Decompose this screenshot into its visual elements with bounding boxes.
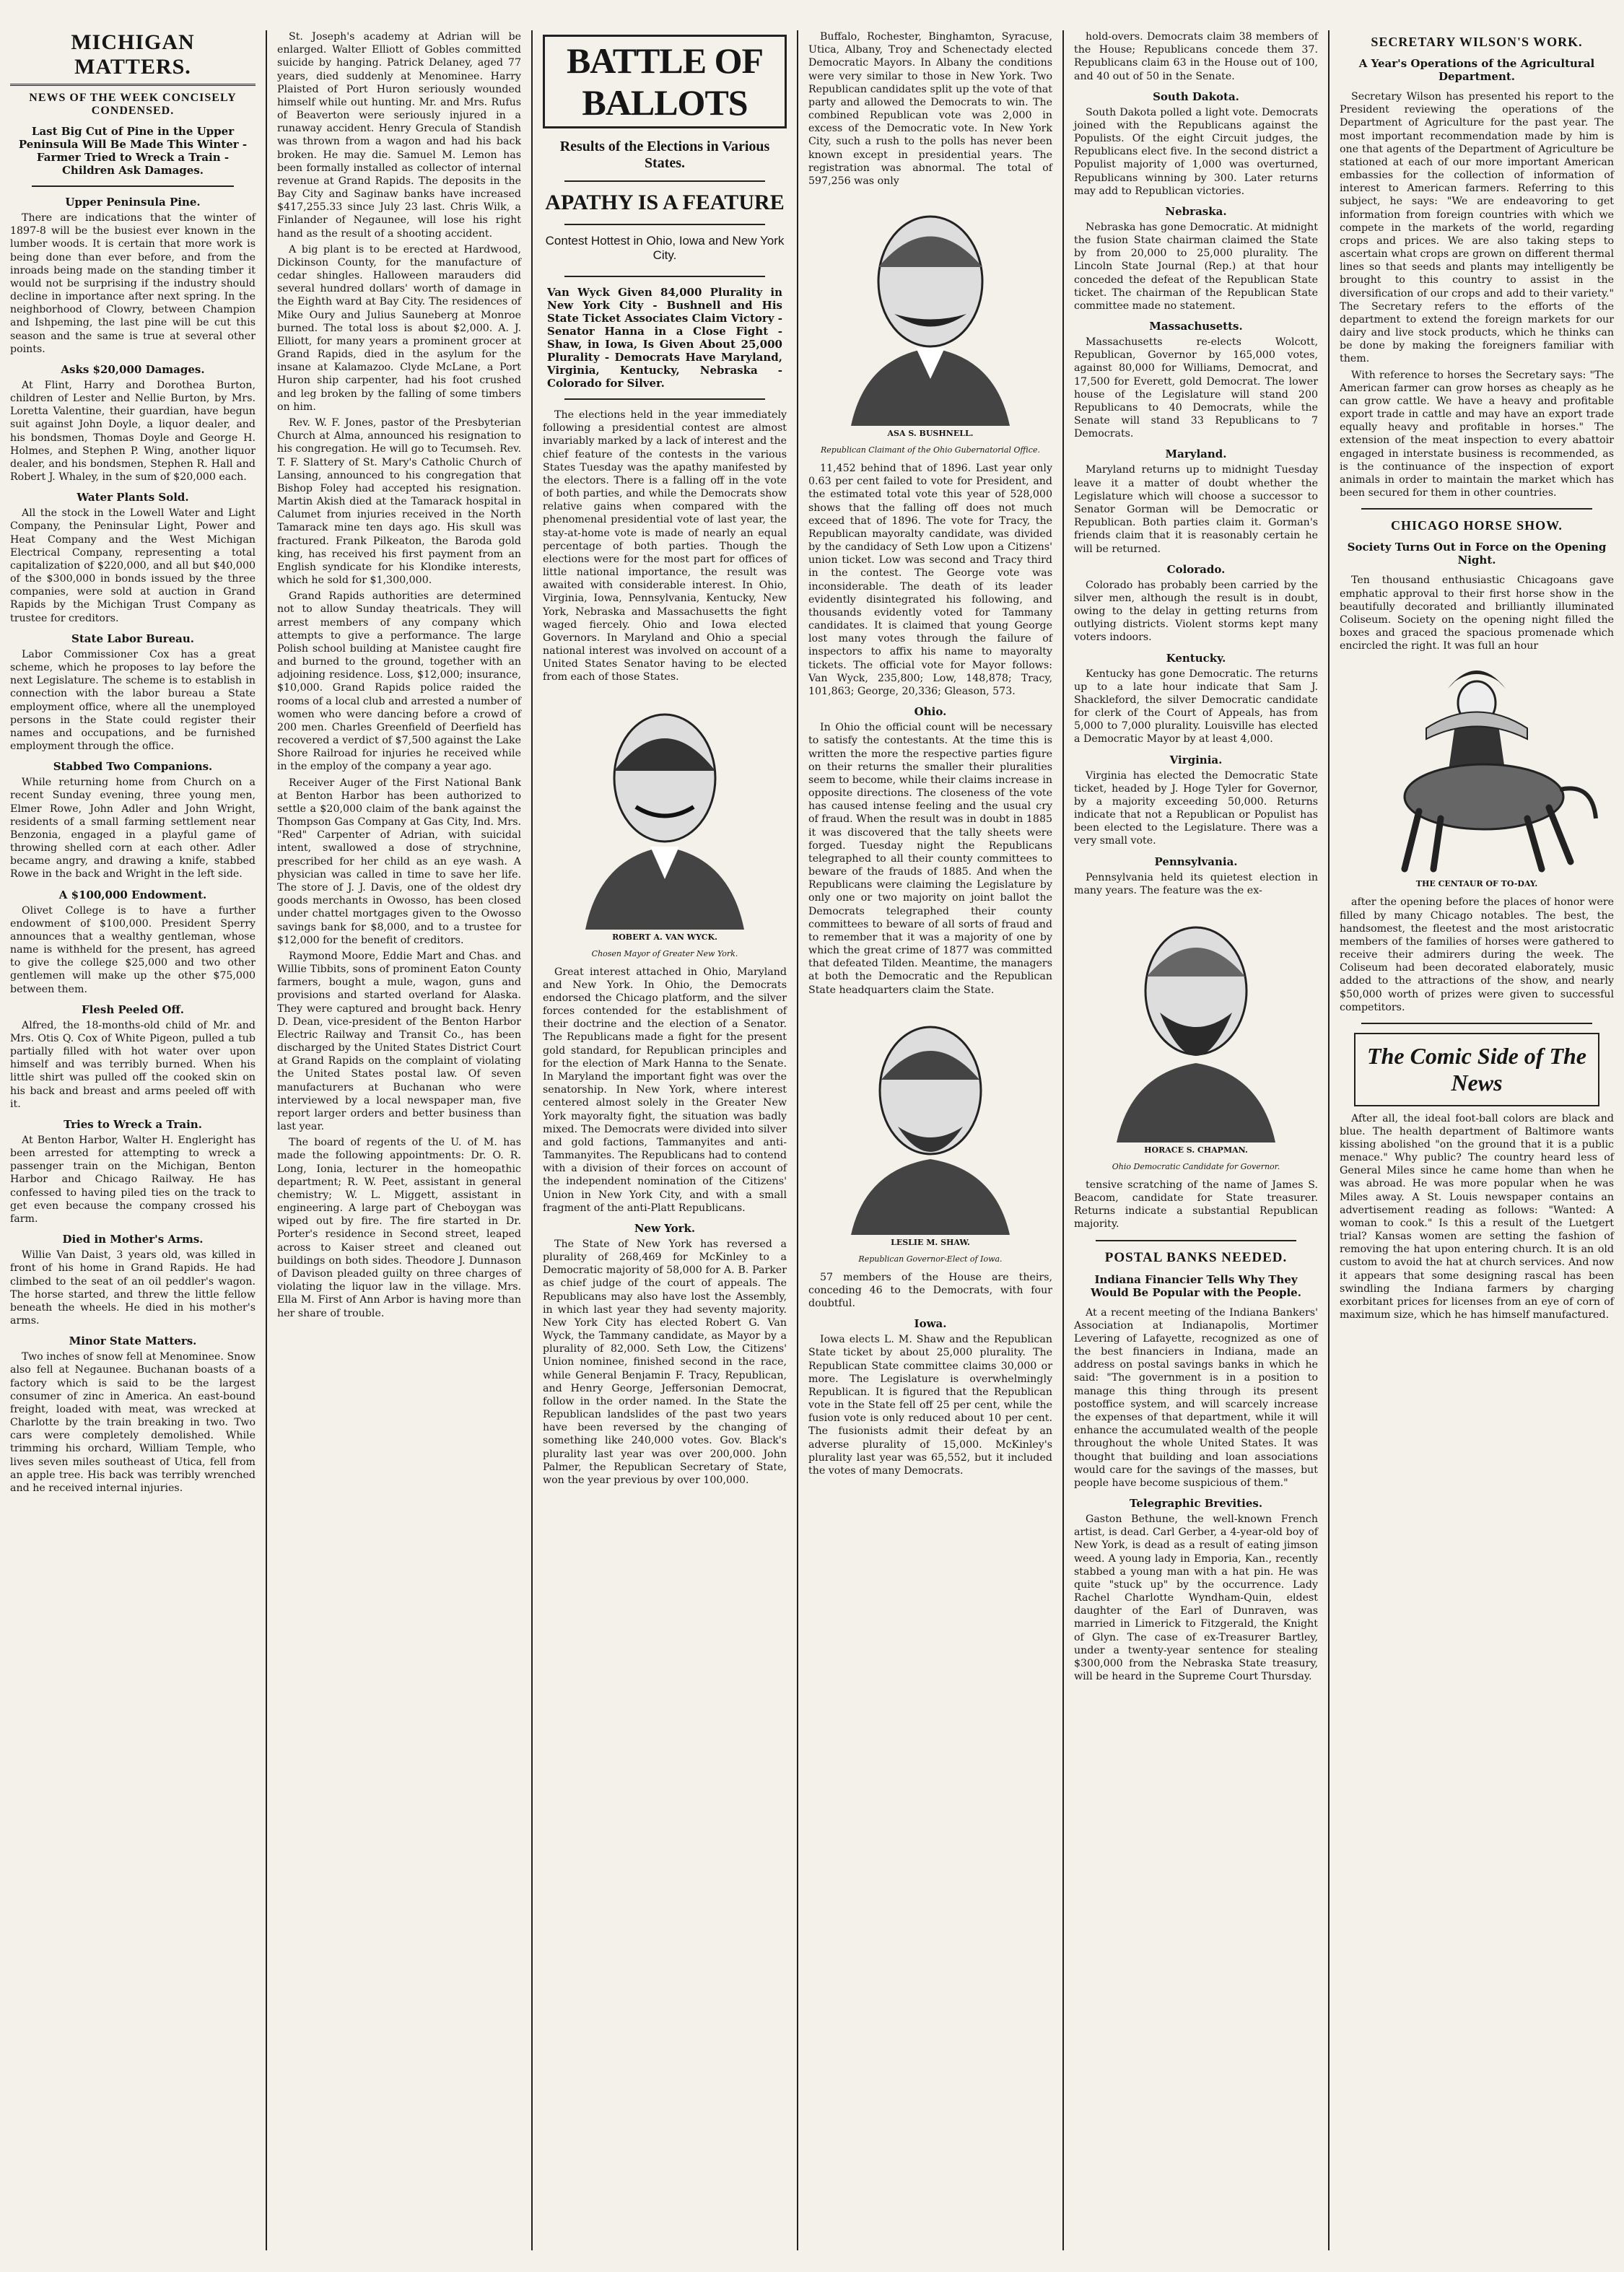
article-text: Massachusetts re-elects Wolcott, Republican, Governor by 165,000 votes, against 80,000 for Williams, Democrat, and 17,500 for Everett, gold Democrat. The lower house of the Legislature will stand 200 Republicans to 40 Democrats, while the Senate will stand 33 Republicans to 7 Democrats. [1074, 336, 1318, 440]
article-text: Virginia has elected the Democratic State ticket, headed by J. Hoge Tyler for Governor, by a majority exceeding 50,000. Returns indicate that not a Republican or Populist has been elected to the Legislature. There was a very small vote. [1074, 769, 1318, 847]
section-subtitle: NEWS OF THE WEEK CONCISELY CONDENSED. [29, 92, 237, 117]
article-text: Secretary Wilson has presented his report to the President reviewing the operations of the Department of Agriculture for the past year. The most important recommendation made by him is one that agents of the Department of Agriculture be stationed at each of our more important American embassies for the collection of information of interest to American farmers. Referring to this subject, he says: "We are endeavoring to get information from foreign countries with which we compete in the markets of the world, regarding crops and prices. We are also taking steps to ascertain what crops are grown on different thermal lines so that seeds and plants may intelligently be brought to this country to assist in the diversification of our crops and add to their variety." The Secretary refers to the efforts of the department to extend the foreign markets for our dairy and live stock products, which he thinks can be done by making the foreigners familiar with them. [1340, 91, 1614, 365]
subhead: Water Plants Sold. [77, 491, 189, 504]
article-text: Gaston Bethune, the well-known French artist, is dead. Carl Gerber, a 4-year-old boy of New York, is dead as a result of eating jimson weed. A young lady in Emporia, Kan., recently stabbed a young man with a hat pin. He was quite "stuck up" by the occurrence. Lady Rachel Charlotte Wyndham-Quin, eldest daughter of the Earl of Dunraven, was married in Limerick to Fitzgerald, the Knight of Glyn. The case of ex-Treasurer Bartley, under a twenty-year sentence for stealing $300,000 from the Nebraska State treasury, will be heard in the Supreme Court Thursday. [1074, 1513, 1318, 1683]
subhead: Died in Mother's Arms. [62, 1233, 204, 1246]
column-battle-of-ballots [533, 30, 797, 2250]
article-text: hold-overs. Democrats claim 38 members of the House; Republicans concede them 37. Republicans claim 63 in the House out of 100, and 40 out of 50 in the Senate. [1074, 31, 1318, 82]
article-text: In Ohio the official count will be necessary to satisfy the contestants. At the time this is written the more the respective parties figure on their returns the smaller their pluralities seem to become, while their claims increase in opposite directions. The closeness of the vote has caused intense feeling and the usual cry of fraud. When the result was in doubt in 1885 it was discovered that the tally sheets were forged. Tuesday night the Republicans telegraphed to all their county committees to beware of the frauds of 1885. And when the Republicans were claiming the Legislature by only one or two majority on joint ballot the Democrats telegraphed their county committees to beware of all sorts of fraud and to remember that it was a majority of one by which the great crime of 1877 was committed that defeated Tilden. Meantime, the managers at both the Democratic and the Republican State headquarters claim the State. [808, 722, 1052, 996]
headline: BATTLE OF BALLOTS [543, 35, 787, 128]
article-text: Maryland returns up to midnight Tuesday leave it a matter of doubt whether the Legislature which will choose a successor to Senator Gorman will be Democratic or Republican. Both parties claim it. Gorman's friends claim that it is reasonably certain he will be returned. [1074, 464, 1318, 555]
column-election-results [798, 30, 1062, 2250]
article-text: after the opening before the places of honor were filled by many Chicago notables. The best, the handsomest, the fleetest and the most aristocratic members of the families of horses were gathered to receive their admirers during the week. The Coliseum had been decorated elaborately, music added to the attractions of the show, and nearly $50,000 worth of prizes were given to successful competitors. [1340, 896, 1614, 1013]
article-text: While returning home from Church on a recent Sunday evening, three young men, Elmer Rowe, John Adler and John Wright, residents of a small farming settlement near Benzonia, engaged in a playful game of throwing shelled corn at each other. Adler became angry, and drawing a knife, stabbed Rowe in the back and Wright in the left side. [10, 777, 256, 881]
subhead: South Dakota. [1153, 89, 1239, 103]
article-text: At Flint, Harry and Dorothea Burton, children of Lester and Nellie Burton, by Mrs. Loretta Valentine, their guardian, have begun suit against John Doyle, a liquor dealer, and his bondsmen, Thomas Doyle and George H. Holmes, and Stephen P. Wing, another liquor dealer, and his bondsmen, Stephen R. Hall and Robert J. Whaley, in the sum of $20,000 each. [10, 379, 256, 484]
portrait-van-wyck [556, 691, 773, 930]
article-text: South Dakota polled a light vote. Democrats joined with the Republicans against the Populists. Of the eight Circuit judges, the Republicans elect five. In the second district a Populist majority of 1,000 was overturned, Republicans winning by 300. Later returns may add to Republican victories. [1074, 106, 1318, 197]
subhead: A $100,000 Endowment. [58, 888, 207, 901]
divider [564, 276, 765, 277]
subhead: Stabbed Two Companions. [53, 760, 213, 774]
lead-summary: A Year's Operations of the Agricultural Department. [1358, 57, 1595, 83]
section-title: POSTAL BANKS NEEDED. [1104, 1249, 1288, 1265]
comic-side-banner: The Comic Side of The News [1354, 1033, 1599, 1106]
subhead: New York. [634, 1221, 696, 1235]
article-text: Alfred, the 18-months-old child of Mr. and Mrs. Otis Q. Cox of White Pigeon, pulled a tub partially filled with hot water over upon himself and was terribly burned. When his little shirt was pulled off the cooked skin on his back and breast and arms peeled off with it. [10, 1019, 256, 1110]
article-text: Receiver Auger of the First National Bank at Benton Harbor has been authorized to settle a $20,000 claim of the bank against the Thompson Gas Company at Gas City, Ind. Mrs. "Red" Carpenter of Adrian, with suicidal intent, swallowed a dose of strychnine, prescribed for her child as an eye wash. A physician was called in time to save her life. The store of J. J. Davis, one of the oldest dry goods merchants in Owosso, has been closed under chattel mortgages given to the Owosso savings bank for $8,000, and to a trustee for $12,000 for the benefit of creditors. [277, 777, 521, 946]
portrait-chapman [1088, 904, 1304, 1142]
cartoon-caption: THE CENTAUR OF TO-DAY. [1415, 879, 1538, 889]
article-text: St. Joseph's academy at Adrian will be enlarged. Walter Elliott of Gobles committed suicide by hanging. Patrick Delaney, aged 77 years, died suddenly at Menominee. Harry Plaisted of Port Huron seriously wounded himself while out hunting. Mr. and Mrs. Rufus of Beaverton were seriously injured in a runaway accident. Henry Grecula of Standish was thrown from a wagon and had his back broken. He may die. Samuel M. Lemon has been formally installed as collector of internal revenue at Grand Rapids. The deposits in the Bay City and Saginaw banks have increased $417,255.33 since July 23 last. Chris Wilk, a Finlander of Negaunee, will lose his right hand as the result of a shooting accident. [277, 31, 521, 240]
article-text: 11,452 behind that of 1896. Last year only 0.63 per cent failed to vote for President, and the estimated total vote this year of 528,000 shows that the falling off does not much exceed that of 1896. The vote for Tracy, the Republican mayoralty candidate, was divided by the candidacy of Seth Low upon a Citizens' union ticket. Low was second and Tracy third in the contest. The George vote was inconsiderable. The death of its leader evidently disintegrated his following, and thousands evidently voted for Tammany candidates. It is claimed that young George lost many votes through the failure of inspectors to affix his name to mayoralty tickets. The official vote for Mayor follows: Van Wyck, 235,800; Low, 148,878; Tracy, 101,863; George, 20,336; Gleason, 573. [808, 463, 1052, 697]
subhead: State Labor Bureau. [71, 632, 194, 645]
portrait-bushnell [822, 195, 1039, 426]
divider [1096, 1240, 1296, 1241]
portrait-caption: ASA S. BUSHNELL. [887, 429, 974, 439]
subhead: Maryland. [1165, 447, 1227, 461]
section-title: CHICAGO HORSE SHOW. [1391, 518, 1563, 533]
article-text: Raymond Moore, Eddie Mart and Chas. and Willie Tibbits, sons of prominent Eaton County farmers, bought a mule, wagon, guns and provisions and started overland for Alaska. They were captured and brought back. Henry D. Dean, vice-president of the Benton Harbor Electric Railway and Transit Co., has been discharged by the United States District Court at Grand Rapids on the complaint of violating the United States postal law. Of seven manufacturers at Buchanan who were interviewed by a local newspaper man, five report larger orders and better business than last year. [277, 950, 521, 1133]
headline-apathy: APATHY IS A FEATURE [545, 191, 785, 214]
divider [564, 180, 765, 182]
article-text: A big plant is to be erected at Hardwood, Dickinson County, for the manufacture of cedar shingles. Halloween marauders did several hundred dollars' worth of damage in the Eighth ward at Bay City. The residences of Mike Oury and Julius Sauneberg at Monroe burned. The total loss is about $2,000. A. J. Elliott, for many years a prominent grocer at Grand Rapids, died in the asylum for the insane at Kalamazoo. Clyde McLane, a Port Huron ship carpenter, had his foot crushed and leg broken by the falling of some timbers on him. [277, 243, 521, 413]
article-text: The elections held in the year immediately following a presidential contest are almost invariably marked by a lack of interest and the chief feature of the contests in the various States Tuesday was the apathy manifested by the electors. There is a falling off in the vote of both parties, and while the Democrats show relative gains when compared with the phenomenal presidential vote of last year, the stay-at-home vote is made of nearly an equal percentage of both parties. Though the elections were for the most part for offices of little national importance, the result was awaited with considerable interest. In Ohio, Virginia, Iowa, Pennsylvania, Kentucky, New York, Nebraska and Massachusetts the fight waged fiercely. Ohio and Iowa elected Governors. In Maryland and Ohio a special national interest was involved on account of a United States Senator having to be elected from each of those States. [543, 409, 787, 683]
subhead: Telegraphic Brevities. [1129, 1497, 1263, 1511]
article-text: Rev. W. F. Jones, pastor of the Presbyterian Church at Alma, announced his resignation to his congregation. He will go to Tecumseh. Rev. T. F. Slattery of St. Mary's Catholic Church of Lansing, announced to his congregation that Bishop Foley had accepted his resignation. Martin Akish died at the Tamarack hospital in Calumet from injuries received in the North Tamarack mine ten days ago. His skull was fractured. Frank Pilkeaton, the Baroda gold king, has received his first payment from an English syndicate for his Klondike interests, which he sold for $1,300,000. [277, 416, 521, 587]
article-text: 57 members of the House are theirs, conceding 46 to the Democrats, with four doubtful. [808, 1271, 1052, 1310]
article-text: With reference to horses the Secretary says: "The American farmer can grow horses as cheaply as he can grow cattle. We have a heavy and profitable export trade in cattle and may have an export trade equally heavy and profitable in horses." The extension of the meat inspection to every abattoir engaged in interstate business is recommended, as is the continuance of the inspection of export animals in order to maintain the market which has been secured for them in other countries. [1340, 369, 1614, 499]
lead-summary: Society Turns Out in Force on the Opening Night. [1347, 541, 1607, 567]
article-text: Labor Commissioner Cox has a great scheme, which he proposes to lay before the next Legislature. The scheme is to establish in connection with the labor bureau a State employment office, where all the unemployed persons in the State could register their names and occupations, and be furnished employment through the office. [10, 648, 256, 753]
article-text: At Benton Harbor, Walter H. Engleright has been arrested for attempting to wreck a passenger train on the Michigan, Benton Harbor and Chicago Railway. He has confessed to having piled ties on the track to get even because the company crossed his farm. [10, 1134, 256, 1225]
lead-summary: Van Wyck Given 84,000 Plurality in New York City - Bushnell and His State Ticket Associates Claim Victory - Senator Hanna in a Close Fight - Shaw, in Iowa, Is Given About 25,000 Plurality - Democrats Have Maryland, Virginia, Kentucky, Nebraska - Colorado for Silver. [547, 286, 782, 390]
subhead: Colorado. [1166, 562, 1226, 576]
subhead: Kentucky. [1166, 651, 1226, 665]
column-secretary-horse-comic [1330, 30, 1624, 2250]
article-text: The board of regents of the U. of M. has made the following appointments: Dr. O. R. Long, Ionia, lecturer in the homeopathic department; R. W. Peet, assistant in general chemistry; W. L. Miggett, assistant in engineering. A large part of Cheboygan was wiped out by fire. The fire started in Dr. Porter's residence in Second street, leaped across to Kaiser street and cleaned out buildings on both sides. Theodore J. Dunnason of Davison pleaded guilty on three charges of violating the liquor law in the village. Mrs. Ella M. First of Ann Arbor is having more than her share of trouble. [277, 1137, 521, 1319]
divider [1361, 1023, 1592, 1024]
article-text: At a recent meeting of the Indiana Bankers' Association at Indianapolis, Mortimer Levering of Lafayette, recognized as one of the best financiers in Indiana, made an address on postal savings banks in which he said: "The government is in a position to manage this thing through its present postoffice system, and will scarcely increase the expenses of that department, while it will enhance the accumulated wealth of the people throughout the whole United States. It was thought that building and loan associations would care for the savings of the masses, but people have become suspicious of them." [1074, 1306, 1318, 1489]
portrait-caption: LESLIE M. SHAW. [891, 1237, 970, 1247]
subhead: Tries to Wreck a Train. [64, 1117, 202, 1131]
article-text: The State of New York has reversed a plurality of 268,469 for McKinley to a Democratic majority of 58,000 for A. B. Parker as chief judge of the court of appeals. The Republicans may also have lost the Assembly, in which last year they had seventy majority. New York City has elected Robert G. Van Wyck, the Tammany candidate, as Mayor by a plurality of 82,000. Seth Low, the Citizens' Union nominee, finished second in the race, while General Benjamin F. Tracy, Republican, and Henry George, Jeffersonian Democrat, follow in the order named. In the State the Republican landslides of the past two years have been reversed by the changing of something like 240,000 votes. Gov. Black's plurality last year was over 200,000. John Palmer, the Republican Secretary of State, won the year previous by over 100,000. [543, 1238, 787, 1486]
article-text: Iowa elects L. M. Shaw and the Republican State ticket by about 25,000 plurality. The Republican State committee claims 30,000 or more. The Legislature is overwhelmingly Republican. It is figured that the Republican vote in the State fell off 25 per cent, while the fusion vote is only reduced about 10 per cent. The fusionists admit their defeat by an adverse plurality of 15,000. McKinley's plurality last year was 65,552, but it included the votes of many Democrats. [808, 1334, 1052, 1477]
portrait-subcaption: Republican Governor-Elect of Iowa. [858, 1254, 1003, 1264]
article-text: Olivet College is to have a further endowment of $100,000. President Sperry announces that a wealthy gentleman, whose name is withheld for the present, has agreed to give the college $25,000 and two other gentlemen will make up the other $75,000 between them. [10, 904, 256, 995]
headline-deck: Results of the Elections in Various States. [559, 139, 770, 171]
divider [1361, 508, 1592, 510]
article-text: tensive scratching of the name of James S. Beacom, candidate for State treasurer. Returns indicate a substantial Republican majority. [1074, 1179, 1318, 1231]
portrait-subcaption: Republican Claimant of the Ohio Gubernatorial Office. [821, 445, 1040, 455]
column-news-items [267, 30, 531, 2250]
subhead: Upper Peninsula Pine. [65, 196, 201, 209]
article-text: Ten thousand enthusiastic Chicagoans gave emphatic approval to their first horse show in the beautifully decorated and brilliantly illuminated Coliseum. Society on the opening night filled the boxes and graced the spacious promenade which encircled the right. It was full an hour [1340, 574, 1614, 652]
column-states-postal [1064, 30, 1328, 2250]
article-text: After all, the ideal foot-ball colors are black and blue. The health department of Baltimore wants kissing abolished "on the ground that it is a public menace." Why public? The country heard less of General Miles since he came home than when he was abroad. He was more popular when he was Miles away. A St. Louis newspaper contains an advertisement reading as follows: "Wanted: A woman to cook." Is this a result of the Luetgert trial? Kansas women are setting the fashion of removing the hat upon entering church. It is an old custom to avoid the hat at church services. And now it appears that some designing rascal has been swindling the Indiana farmers by charging exorbitant prices for licenses from an eye of corn of maximum size, which he has himself manufactured. [1340, 1112, 1614, 1321]
article-text: Willie Van Daist, 3 years old, was killed in front of his home in Grand Rapids. He had climbed to the seat of an oil peddler's wagon. The horse started, and threw the little fellow beneath the wheels. He died in his mother's arms. [10, 1249, 256, 1327]
portrait-subcaption: Ohio Democratic Candidate for Governor. [1112, 1161, 1280, 1171]
subhead: Minor State Matters. [69, 1334, 197, 1348]
portrait-caption: HORACE S. CHAPMAN. [1144, 1145, 1248, 1155]
article-text: There are indications that the winter of 1897-8 will be the busiest ever known in the lumber woods. It is certain that more work is being done than ever before, and from the inroads being made on the standing timber it would not be surprising if the industry should decline in importance after next spring. In the neighborhood of Clowry, between Champion and Ishpeming, the last pine will be cut this season and the same is true at several other points. [10, 212, 256, 355]
article-text: Nebraska has gone Democratic. At midnight the fusion State chairman claimed the State by from 20,000 to 25,000 plurality. The Lincoln State Journal (Rep.) at that hour conceded the defeat of the Republican State ticket. The chairman of the Republican State committee made no statement. [1074, 221, 1318, 312]
subhead: Flesh Peeled Off. [82, 1002, 184, 1016]
column-michigan-matters [0, 30, 266, 2250]
article-text: Great interest attached in Ohio, Maryland and New York. In Ohio, the Democrats endorsed the Chicago platform, and the silver forces contended for the establishment of their doctrine and the election of a Senator. The Republicans made a fight for the present gold standard, for Republican principles and for the election of Mark Hanna to the Senate. In Maryland the important fight was over the senatorship. In New York, where interest centered almost solely in the Greater New York mayoralty fight, the situation was badly mixed. The Democrats were divided into silver and gold factions, Tammanyites and anti-Tammanyites. The Republicans had to contend with a division of their forces on account of the independent nomination of the Citizens' Union in New York City, and with a small fragment of the anti-Platt Republicans. [543, 966, 787, 1214]
article-text: Grand Rapids authorities are determined not to allow Sunday theatricals. They will arrest members of any company which attempts to give a performance. The large Polish school building at Manistee caught fire and burned to the ground, together with an adjoining residence. Loss, $12,000; insurance, $10,000. Grand Rapids police raided the rooms of a local club and arrested a number of women who were dancing before a crowd of 200 men. Charles Greenfield of Deerfield has recovered a verdict of $7,500 against the Lake Shore Railroad for injuries he received while in the employ of the company a year ago. [277, 590, 521, 773]
headline-deck: Contest Hottest in Ohio, Iowa and New York City. [545, 234, 785, 262]
portrait-subcaption: Chosen Mayor of Greater New York. [591, 948, 738, 958]
article-text: All the stock in the Lowell Water and Light Company, the Peninsular Light, Power and Heat Company and the West Michigan Electrical Company, representing a total capitalization of $220,000, and all but $40,000 of the $300,000 in bonds issued by the three companies, were sold at auction in Grand Rapids by the Michigan Trust Company as trustee for creditors. [10, 507, 256, 624]
subhead: Ohio. [914, 705, 947, 719]
article-text: Pennsylvania held its quietest election in many years. The feature was the ex- [1074, 871, 1318, 896]
subhead: Pennsylvania. [1154, 855, 1238, 868]
article-text: Colorado has probably been carried by the silver men, although the result is in doubt, owing to the delay in getting returns from outlying districts. Violent storms kept many voters indoors. [1074, 579, 1318, 644]
lead-summary: Indiana Financier Tells Why They Would Be Popular with the People. [1091, 1272, 1301, 1299]
section-title: SECRETARY WILSON'S WORK. [1371, 35, 1583, 49]
subhead: Virginia. [1169, 753, 1223, 766]
portrait-caption: ROBERT A. VAN WYCK. [612, 932, 717, 942]
subhead: Nebraska. [1165, 204, 1227, 218]
subhead: Massachusetts. [1149, 320, 1243, 333]
portrait-shaw [822, 1004, 1039, 1235]
lead-summary: Last Big Cut of Pine in the Upper Peninsula Will Be Made This Winter - Farmer Tried to Wreck a Train - Children Ask Damages. [18, 125, 248, 177]
centaur-cartoon-illustration [1347, 660, 1607, 876]
subhead: Asks $20,000 Damages. [61, 362, 205, 376]
divider [564, 224, 765, 225]
divider [564, 398, 765, 400]
subhead: Iowa. [914, 1317, 947, 1331]
article-text: Two inches of snow fell at Menominee. Snow also fell at Negaunee. Buchanan boasts of a factory which is said to be the largest consumer of zinc in America. An east-bound freight, loaded with meat, was wrecked at Charlotte by the train breaking in two. Two cars were completely demolished. While trimming his orchard, William Temple, who lives seven miles southeast of Utica, fell from an apple tree. His back was terribly wrenched and he received internal injuries. [10, 1351, 256, 1494]
article-text: Buffalo, Rochester, Binghamton, Syracuse, Utica, Albany, Troy and Schenectady elected Democratic Mayors. In Albany the conditions were very similar to those in New York. Two Republican candidates split up the vote of that party and allowed the Democrats to win. The combined Republican vote was 2,000 in excess of the Democratic vote. In New York City, such a rush to the polls has never been known except in presidential years. The registration was abnormal. The total of 597,256 was only [808, 31, 1052, 187]
section-title: MICHIGAN MATTERS. [10, 30, 256, 86]
divider [32, 185, 234, 187]
article-text: Kentucky has gone Democratic. The returns up to a late hour indicate that Sam J. Shackleford, the silver Democratic candidate for clerk of the Court of Appeals, has from 5,000 to 7,000 plurality. Louisville has elected a Democratic Mayor by at least 4,000. [1074, 668, 1318, 746]
